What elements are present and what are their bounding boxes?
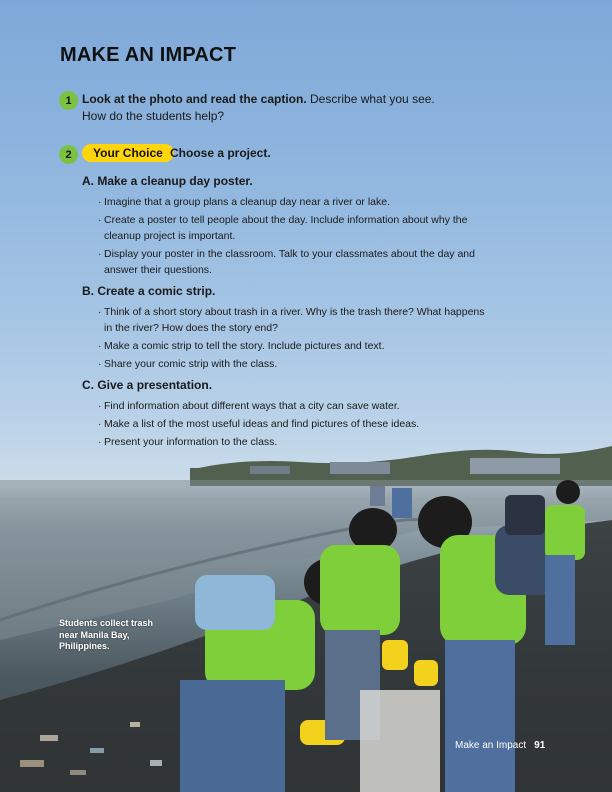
section-c-heading: C. Give a presentation.	[82, 378, 213, 392]
page-number: 91	[534, 740, 546, 751]
step-2-instruction: Choose a project.	[170, 146, 271, 160]
photo-caption: Students collect trash near Manila Bay, Philippines.	[59, 618, 154, 651]
section-b-bullet: · Share your comic strip with the class.	[98, 358, 278, 370]
section-b-heading: B. Create a comic strip.	[82, 284, 216, 298]
section-c-bullet: · Find information about different ways that a city can save water.	[98, 400, 400, 412]
step-1-instruction: Look at the photo and read the caption.	[82, 92, 307, 106]
section-b-bullet: · Make a comic strip to tell the story. Include pictures and text.	[98, 340, 385, 352]
page-title: MAKE AN IMPACT	[60, 44, 237, 66]
page-footer	[455, 740, 545, 751]
your-choice-badge: Your Choice	[82, 144, 174, 162]
footer-unit-label: Make an Impact	[455, 740, 527, 751]
step-1-prompt	[82, 91, 435, 107]
section-c-bullet: · Present your information to the class.	[98, 436, 278, 448]
section-c-bullet: · Make a list of the most useful ideas and find pictures of these ideas.	[98, 418, 420, 430]
section-a-bullet: · Display your poster in the classroom. Talk to your classmates about the day and answer their questions.	[98, 248, 475, 276]
step-1-question: How do the students help?	[82, 109, 225, 123]
section-a-bullet: · Imagine that a group plans a cleanup day near a river or lake.	[98, 196, 391, 208]
section-a-heading: A. Make a cleanup day poster.	[82, 174, 253, 188]
section-a-bullet: · Create a poster to tell people about the day. Include information about why the cleanup project is important.	[98, 214, 468, 242]
step-number-1: 1	[59, 91, 78, 110]
section-b-bullet: · Think of a short story about trash in a river. Why is the trash there? What happens in the river? How does the story end?	[98, 306, 485, 334]
step-number-2: 2	[59, 145, 78, 164]
step-1-text: Describe what you see.	[310, 92, 435, 106]
